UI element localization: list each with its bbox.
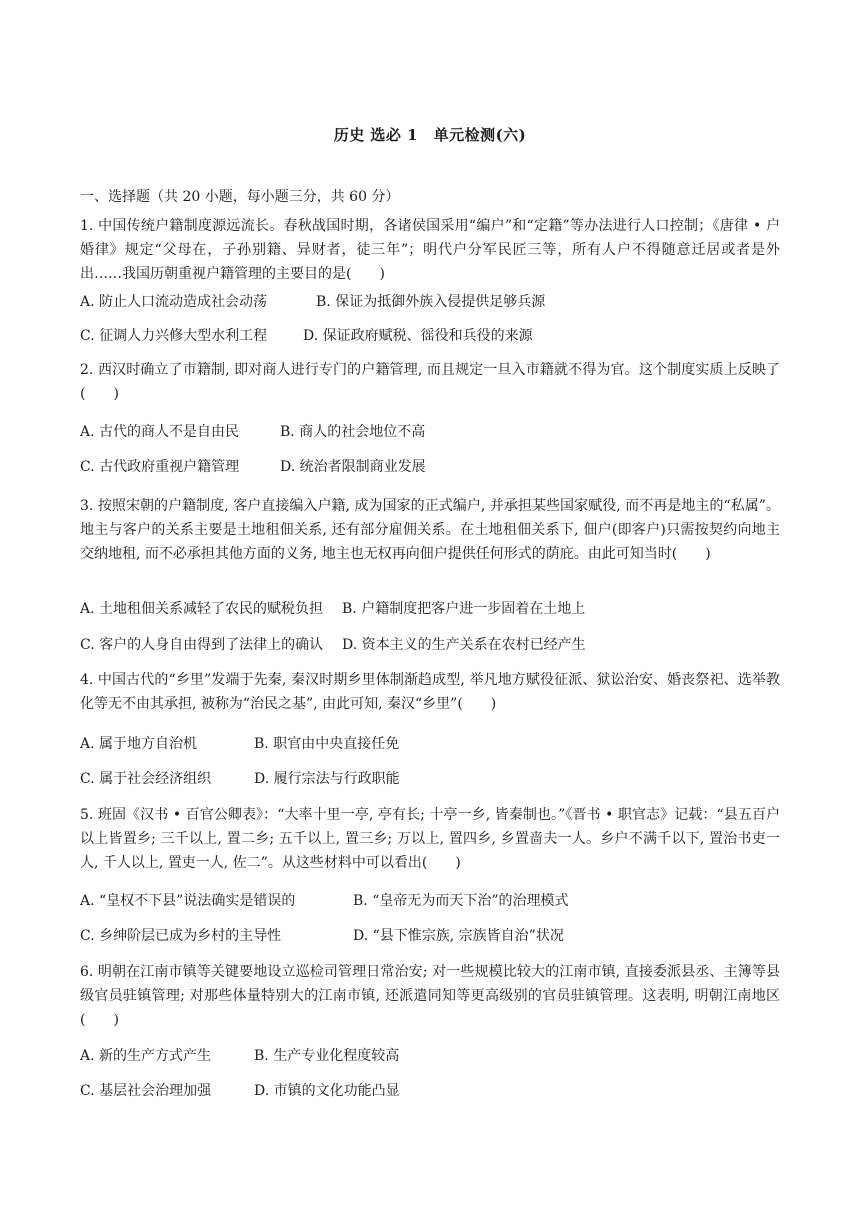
option-c: C. 征调人力兴修大型水利工程 [80, 328, 268, 344]
option-a: A. “皇权不下县”说法确实是错误的 [80, 893, 296, 909]
option-row [80, 768, 780, 790]
page-title: 历史 选必 1 单元检测(六) [333, 126, 527, 144]
option-b: B. “皇帝无为而天下治”的治理模式 [353, 893, 569, 909]
option-row [80, 325, 780, 347]
option-d: D. 市镇的文化功能凸显 [254, 1083, 400, 1099]
option-d: D. 保证政府赋税、徭役和兵役的来源 [303, 328, 533, 344]
option-c: C. 客户的人身自由得到了法律上的确认 [80, 637, 324, 653]
question-stem: 5. 班固《汉书 • 百官公卿表》：“大率十里一亭, 亭有长; 十亭一乡, 皆秦制也。”《晋书 • 职官志》记载：“县五百户以上皆置乡; 三千以上, 置二乡; 五千以上, 置三乡; 万以上, 置四乡, 乡置啬夫一人。乡户不满千以下, 置治书吏一人, 千人以上, 置吏一人, 佐二”。从这些材料中可以看出( ) [80, 807, 780, 871]
option-row [80, 634, 780, 656]
option-a: A. 属于地方自治机 [80, 736, 198, 752]
option-row [80, 421, 780, 443]
option-b: B. 生产专业化程度较高 [254, 1048, 400, 1064]
question-stem: 1. 中国传统户籍制度源远流长。春秋战国时期，各诸侯国采用“编户”和“定籍”等办法进行人口控制；《唐律 • 户婚律》规定“父母在，子孙别籍、异财者，徒三年”；明代户分军民匠三等，所有人户不得随意迁居或者是外出……我国历朝重视户籍管理的主要目的是( ) [80, 218, 780, 282]
option-c: C. 属于社会经济组织 [80, 771, 212, 787]
section-heading: 一、选择题（共 20 小题，每小题三分，共 60 分） [80, 189, 400, 205]
option-b: B. 职官由中央直接任免 [254, 736, 400, 752]
question-stem: 4. 中国古代的“乡里”发端于先秦, 秦汉时期乡里体制渐趋成型, 举凡地方赋役征派、狱讼治安、婚丧祭祀、选举教化等无不由其承担, 被称为“治民之基”, 由此可知, 秦汉“乡里”( ) [80, 672, 780, 712]
option-c: C. 古代政府重视户籍管理 [80, 459, 240, 475]
option-d: D. “县下惟宗族, 宗族皆自治”状况 [353, 928, 564, 944]
option-a: A. 土地租佃关系减轻了农民的赋税负担 [80, 601, 324, 617]
question-stem: 6. 明朝在江南市镇等关键要地设立巡检司管理日常治安; 对一些规模比较大的江南市镇, 直接委派县丞、主簿等县级官员驻镇管理; 对那些体量特别大的江南市镇, 还派遣同知等更高级别的官员驻镇管理。这表明, 明朝江南地区( ) [80, 964, 780, 1028]
option-a: A. 古代的商人不是自由民 [80, 424, 240, 440]
option-c: C. 乡绅阶层已成为乡村的主导性 [80, 928, 282, 944]
option-c: C. 基层社会治理加强 [80, 1083, 212, 1099]
option-row [80, 598, 780, 620]
option-row [80, 1045, 780, 1067]
option-a: A. 新的生产方式产生 [80, 1048, 212, 1064]
question-stem: 2. 西汉时确立了市籍制, 即对商人进行专门的户籍管理, 而且规定一旦入市籍就不得为官。这个制度实质上反映了( ) [80, 362, 780, 402]
option-d: D. 履行宗法与行政职能 [254, 771, 400, 787]
option-b: B. 保证为抵御外族入侵提供足够兵源 [316, 294, 546, 310]
option-b: B. 户籍制度把客户进一步固着在土地上 [342, 601, 586, 617]
option-b: B. 商人的社会地位不高 [280, 424, 426, 440]
option-row [80, 456, 780, 478]
option-row [80, 733, 780, 755]
option-row [80, 291, 780, 313]
option-d: D. 统治者限制商业发展 [280, 459, 426, 475]
option-a: A. 防止人口流动造成社会动荡 [80, 294, 268, 310]
option-row [80, 1080, 780, 1102]
option-row [80, 890, 780, 912]
option-d: D. 资本主义的生产关系在农村已经产生 [342, 637, 586, 653]
question-stem: 3. 按照宋朝的户籍制度, 客户直接编入户籍, 成为国家的正式编户, 并承担某些国家赋役, 而不再是地主的“私属”。地主与客户的关系主要是土地租佃关系, 还有部分雇佣关系。在土地租佃关系下, 佃户(即客户)只需按契约向地主交纳地租, 而不必承担其他方面的义务, 地主也无权再向佃户提供任何形式的荫庇。由此可知当时( ) [80, 498, 780, 562]
option-row [80, 925, 780, 947]
